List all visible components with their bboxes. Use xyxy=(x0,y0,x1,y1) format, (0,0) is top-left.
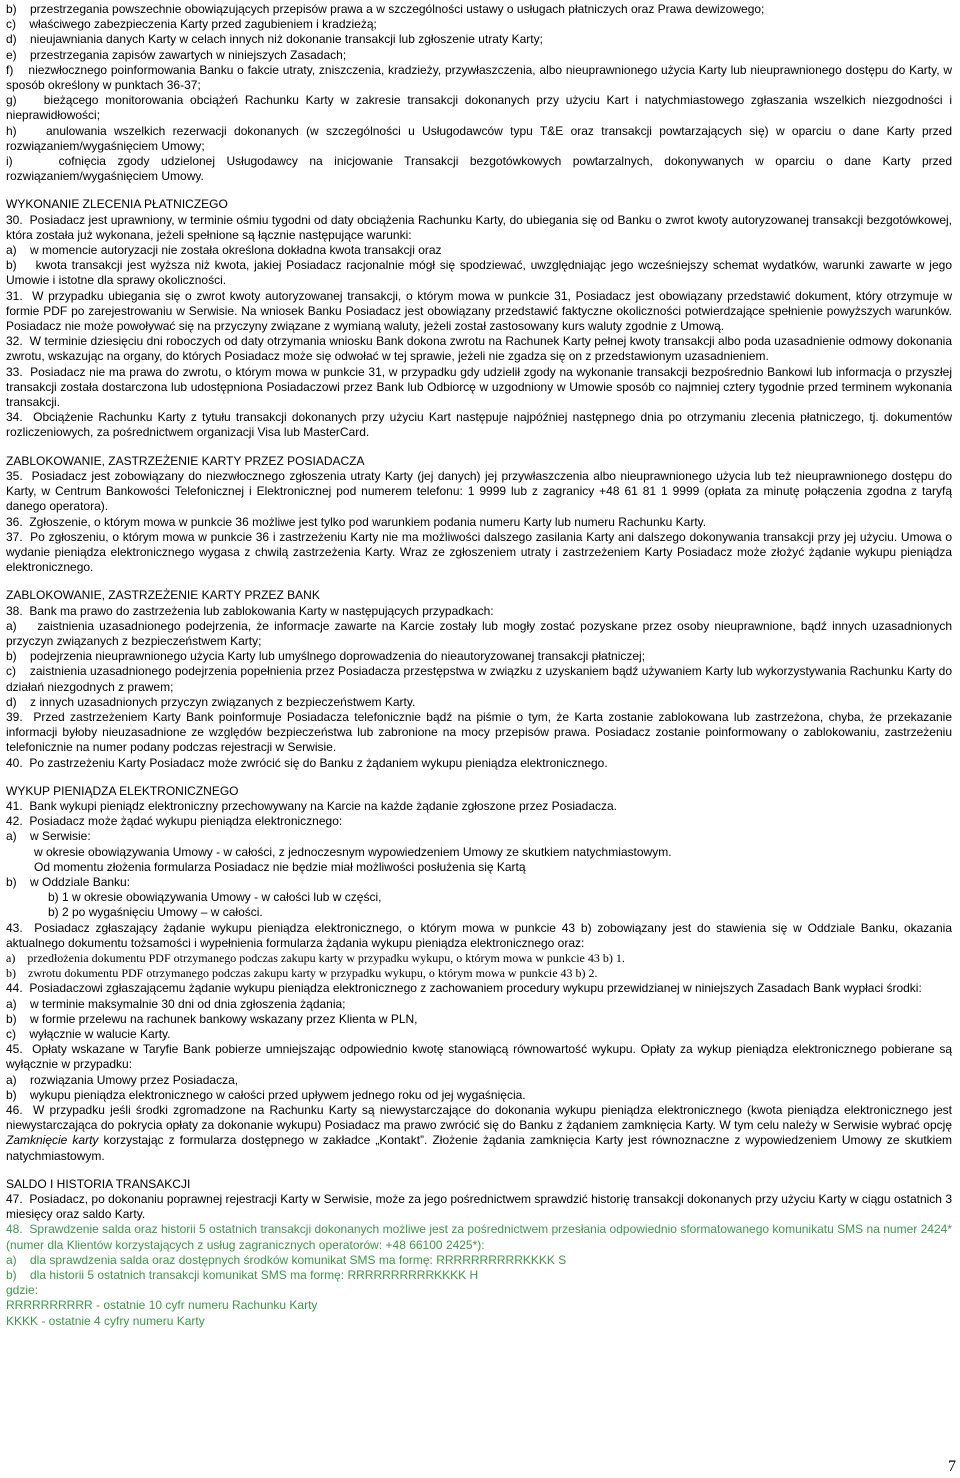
paragraph: b) zwrotu dokumentu PDF otrzymanego podczas zakupu karty w przypadku wykupu, o którym mowa w punkcie 43 b) 2. xyxy=(6,966,598,981)
paragraph: b) przestrzegania powszechnie obowiązujących przepisów prawa a w szczególności ustawy o usługach płatniczych oraz Prawa dewizowego; xyxy=(6,2,765,16)
section-heading: ZABLOKOWANIE, ZASTRZEŻENIE KARTY PRZEZ POSIADACZA xyxy=(6,453,365,468)
paragraph: b) wykupu pieniądza elektronicznego w całości przed upływem jednego roku od jej wygaśnięcia. xyxy=(6,1087,526,1102)
paragraph: a) zaistnienia uzasadnionego podejrzenia, że informacje zawarte na Karcie zostały lub mogły zostać pozyskane przez osoby nieuprawnione, bądź innych uzasadnionych przyczyn związanych z bezpieczeństwem Karty; xyxy=(6,618,952,648)
paragraph-gap xyxy=(6,771,952,784)
page-number: 7 xyxy=(948,1458,956,1475)
paragraph: KKKK - ostatnie 4 cyfry numeru Karty xyxy=(6,1313,205,1328)
paragraph: b) w formie przelewu na rachunek bankowy wskazany przez Klienta w PLN, xyxy=(6,1011,418,1026)
paragraph: c) zaistnienia uzasadnionego podejrzenia popełnienia przez Posiadacza przestępstwa w związku z uzyskaniem bądź używaniem Karty lub wykorzystywania Rachunku Karty do działań niezgodnych z prawem; xyxy=(6,664,952,694)
paragraph: b) 2 po wygaśnięciu Umowy – w całości. xyxy=(48,905,263,920)
section-heading: WYKUP PIENIĄDZA ELEKTRONICZNEGO xyxy=(6,783,239,798)
section-heading: SALDO I HISTORIA TRANSAKCJI xyxy=(6,1176,191,1191)
paragraph-text: korzystając z formularza dostępnego w zakładce „Kontakt”. Złożenie żądania zamknięcia Karty jest równoznaczne z wypowiedzeniem Umowy ze skutkiem natychmiastowym. xyxy=(6,1133,952,1163)
paragraph-gap xyxy=(6,1164,952,1177)
paragraph: a) w terminie maksymalnie 30 dni od dnia zgłoszenia żądania; xyxy=(6,996,346,1011)
paragraph-gap xyxy=(6,575,952,588)
paragraph: c) właściwego zabezpieczenia Karty przed zagubieniem i kradzieżą; xyxy=(6,17,377,32)
paragraph: 38. Bank ma prawo do zastrzeżenia lub zablokowania Karty w następujących przypadkach: xyxy=(6,603,494,618)
paragraph: b) podejrzenia nieuprawnionego użycia Karty lub umyślnego doprowadzenia do nieautoryzowanej transakcji płatniczej; xyxy=(6,649,646,664)
paragraph: w okresie obowiązywania Umowy - w całości, z jednoczesnym wypowiedzeniem Umowy ze skutkiem natychmiastowym. xyxy=(34,844,672,859)
paragraph: a) rozwiązania Umowy przez Posiadacza, xyxy=(6,1072,239,1087)
paragraph: 45. Opłaty wskazane w Taryfie Bank pobierze umniejszając odpowiednio kwotę stanowiącą równowartość wykupu. Opłaty za wykup pieniądza elektronicznego pobierane są wyłącznie w przypadku: xyxy=(6,1042,952,1072)
paragraph-text: 46. W przypadku jeśli środki zgromadzone na Rachunku Karty są niewystarczające do dokonania wykupu pieniądza elektronicznego (kwota pieniądza elektronicznego jest niewystarczająca do pokrycia opłaty za dokonanie wykupu) Posiadacz ma prawo zwrócić się do Banku z żądaniem zamknięcia Karty. W tym celu należy w Serwisie wybrać opcję xyxy=(6,1103,952,1133)
paragraph: 47. Posiadacz, po dokonaniu poprawnej rejestracji Karty w Serwisie, może za jego pośrednictwem sprawdzić historię transakcji dokonanych przy użyciu Karty w ciągu ostatnich 3 miesięcy oraz saldo Karty. xyxy=(6,1192,952,1222)
option-name: Zamknięcie karty xyxy=(6,1133,99,1148)
paragraph: e) przestrzegania zapisów zawartych w niniejszych Zasadach; xyxy=(6,47,347,62)
paragraph: 37. Po zgłoszeniu, o którym mowa w punkcie 36 i zastrzeżeniu Karty nie ma możliwości dalszego zasilania Karty ani dalszego dokonywania transakcji przy jej użyciu. Umowa o wydanie pieniądza elektronicznego wygasa z chwilą zastrzeżenia Karty. Wraz ze zgłoszeniem utraty i zastrzeżeniem Karty Posiadacz może złożyć żądanie wykupu pieniądza elektronicznego. xyxy=(6,529,952,575)
paragraph: 31. W przypadku ubiegania się o zwrot kwoty autoryzowanej transakcji, o którym mowa w punkcie 31, Posiadacz jest obowiązany przedstawić dokument, który otrzymuje w formie PDF po zarejestrowaniu w Serwisie. Na wniosek Banku Posiadacz jest obowiązany przedstawić faktyczne okoliczności potwierdzające spełnienie powyższych warunków. Posiadacz nie może powoływać się na przyczyny związane z wymianą waluty, jeżeli został zastosowany kurs waluty zgodnie z Umową. xyxy=(6,288,952,334)
paragraph: h) anulowania wszelkich rezerwacji dokonanych (w szczególności u Usługodawców typu T&E oraz transakcji powtarzających się) w oparciu o dane Karty przed rozwiązaniem/wygaśnięciem Umowy; xyxy=(6,123,952,153)
paragraph: 43. Posiadacz zgłaszający żądanie wykupu pieniądza elektronicznego, o którym mowa w punkcie 43 b) zobowiązany jest do stawienia się w Oddziale Banku, okazania aktualnego dokumentu tożsamości i wypełnienia formularza żądania wykupu pieniądza elektronicznego oraz: xyxy=(6,920,952,950)
paragraph: 41. Bank wykupi pieniądz elektroniczny przechowywany na Karcie na każde żądanie zgłoszone przez Posiadacza. xyxy=(6,798,618,813)
paragraph: 32. W terminie dziesięciu dni roboczych od daty otrzymania wniosku Bank dokona zwrotu na Rachunek Karty pełnej kwoty transakcji albo poda uzasadnienie odmowy dokonania zwrotu, wskazując na organy, do których Posiadacz może się odwołać w tej sprawie, jeżeli nie zgadza się on z przedstawionym uzasadnieniem. xyxy=(6,334,952,364)
paragraph xyxy=(6,1103,952,1164)
paragraph: a) przedłożenia dokumentu PDF otrzymanego podczas zakupu karty w przypadku wykupu, o którym mowa w punkcie 43 b) 1. xyxy=(6,950,625,965)
paragraph: i) cofnięcia zgody udzielonej Usługodawcy na inicjowanie Transakcji bezgotówkowych powtarzalnych, dokonywanych w oparciu o dane Karty przed rozwiązaniem/wygaśnięciem Umowy. xyxy=(6,154,952,184)
paragraph: b) dla historii 5 ostatnich transakcji komunikat SMS ma formę: RRRRRRRRRRKKKK H xyxy=(6,1268,479,1283)
paragraph: b) 1 w okresie obowiązywania Umowy - w całości lub w części, xyxy=(48,890,382,905)
paragraph: 44. Posiadaczowi zgłaszającemu żądanie wykupu pieniądza elektronicznego z zachowaniem procedury wykupu przewidzianej w niniejszych Zasadach Bank wypłaci środki: xyxy=(6,981,922,996)
paragraph: RRRRRRRRRR - ostatnie 10 cyfr numeru Rachunku Karty xyxy=(6,1298,318,1313)
paragraph: 36. Zgłoszenie, o którym mowa w punkcie 36 możliwe jest tylko pod warunkiem podania numeru Karty lub numeru Rachunku Karty. xyxy=(6,514,707,529)
paragraph: a) dla sprawdzenia salda oraz dostępnych środków komunikat SMS ma formę: RRRRRRRRRRKKKK S xyxy=(6,1252,567,1267)
paragraph: f) niezwłocznego poinformowania Banku o fakcie utraty, zniszczenia, kradzieży, przywłaszczenia, albo nieuprawnionego użycia Karty lub nieuprawnionego dostępu do Karty, w sposób określony w punktach 36-37; xyxy=(6,62,952,93)
paragraph: g) bieżącego monitorowania obciążeń Rachunku Karty w zakresie transakcji dokonanych przy użyciu Kart i natychmiastowego zgłaszania wszelkich niezgodności i nieprawidłowości; xyxy=(6,93,952,123)
paragraph: b) w Oddziale Banku: xyxy=(6,874,131,889)
section-heading: WYKONANIE ZLECENIA PŁATNICZEGO xyxy=(6,197,228,212)
paragraph: 34. Obciążenie Rachunku Karty z tytułu transakcji dokonanych przy użyciu Kart następuje najpóźniej następnego dnia po otrzymaniu zlecenia płatniczego, tj. dokumentów rozliczeniowych, za pośrednictwem organizacji Visa lub MasterCard. xyxy=(6,410,952,440)
paragraph-gap xyxy=(6,184,952,197)
paragraph: c) wyłącznie w walucie Karty. xyxy=(6,1027,171,1041)
paragraph: 30. Posiadacz jest uprawniony, w terminie ośmiu tygodni od daty obciążenia Rachunku Karty, do ubiegania się od Banku o zwrot kwoty autoryzowanej transakcji bezgotówkowej, która została już wykonana, jeżeli spełnione są łącznie następujące warunki: xyxy=(6,212,952,242)
paragraph: b) kwota transakcji jest wyższa niż kwota, jakiej Posiadacz racjonalnie mógł się spodziewać, uwzględniając jego wcześniejszy schemat wydatków, warunki zawarte w jego Umowie i istotne dla sprawy okoliczności. xyxy=(6,258,952,288)
paragraph-gap xyxy=(6,441,952,454)
paragraph: 48. Sprawdzenie salda oraz historii 5 ostatnich transakcji dokonanych możliwe jest za pośrednictwem przesłania odpowiednio sformatowanego komunikatu SMS na numer 2424* (numer dla Klientów korzystających z usług zagranicznych operatorów: +48 66100 2425*): xyxy=(6,1222,952,1252)
paragraph: 39. Przed zastrzeżeniem Karty Bank poinformuje Posiadacza telefonicznie bądź na piśmie o tym, że Karta zostanie zablokowana lub zastrzeżona, chyba, że przekazanie informacji byłoby nieuzasadnione ze względów bezpieczeństwa lub zabronione na mocy przepisów prawa. Posiadacz zostanie poinformowany o zablokowaniu, zastrzeżeniu telefonicznie na numer podany podczas rejestracji w Serwisie. xyxy=(6,709,952,755)
section-heading: ZABLOKOWANIE, ZASTRZEŻENIE KARTY PRZEZ BANK xyxy=(6,588,320,603)
paragraph: 42. Posiadacz może żądać wykupu pieniądza elektronicznego: xyxy=(6,814,343,829)
paragraph: 35. Posiadacz jest zobowiązany do niezwłocznego zgłoszenia utraty Karty (jej danych) jej przywłaszczenia albo nieuprawnionego użycia lub też nieuprawnionego dostępu do Karty, w Centrum Bankowości Telefonicznej i Elektronicznej pod numerem telefonu: 1 9999 lub z zagranicy +48 61 81 1 9999 (opłata za minutę połączenia zgodna z taryfą danego operatora). xyxy=(6,468,952,514)
paragraph: a) w Serwisie: xyxy=(6,829,91,844)
paragraph: 40. Po zastrzeżeniu Karty Posiadacz może zwrócić się do Banku z żądaniem wykupu pieniądza elektronicznego. xyxy=(6,755,608,770)
paragraph: 33. Posiadacz nie ma prawa do zwrotu, o którym mowa w punkcie 31, w przypadku gdy udzielił zgody na wykonanie transakcji bezpośrednio Bankowi lub informacja o przyszłej transakcji została dostarczona lub udostępniona Posiadaczowi przez Bank lub Odbiorcę w uzgodniony w Umowie sposób co najmniej cztery tygodnie przed terminem wykonania transakcji. xyxy=(6,364,952,410)
document-body xyxy=(6,2,952,1329)
paragraph: d) z innych uzasadnionych przyczyn związanych z bezpieczeństwem Karty. xyxy=(6,694,416,709)
paragraph: a) w momencie autoryzacji nie została określona dokładna kwota transakcji oraz xyxy=(6,243,442,258)
paragraph: gdzie: xyxy=(6,1283,39,1298)
paragraph: Od momentu złożenia formularza Posiadacz nie będzie miał możliwości posłużenia się Kartą xyxy=(34,859,526,874)
paragraph: d) nieujawniania danych Karty w celach innych niż dokonanie transakcji lub zgłoszenie utraty Karty; xyxy=(6,32,543,47)
